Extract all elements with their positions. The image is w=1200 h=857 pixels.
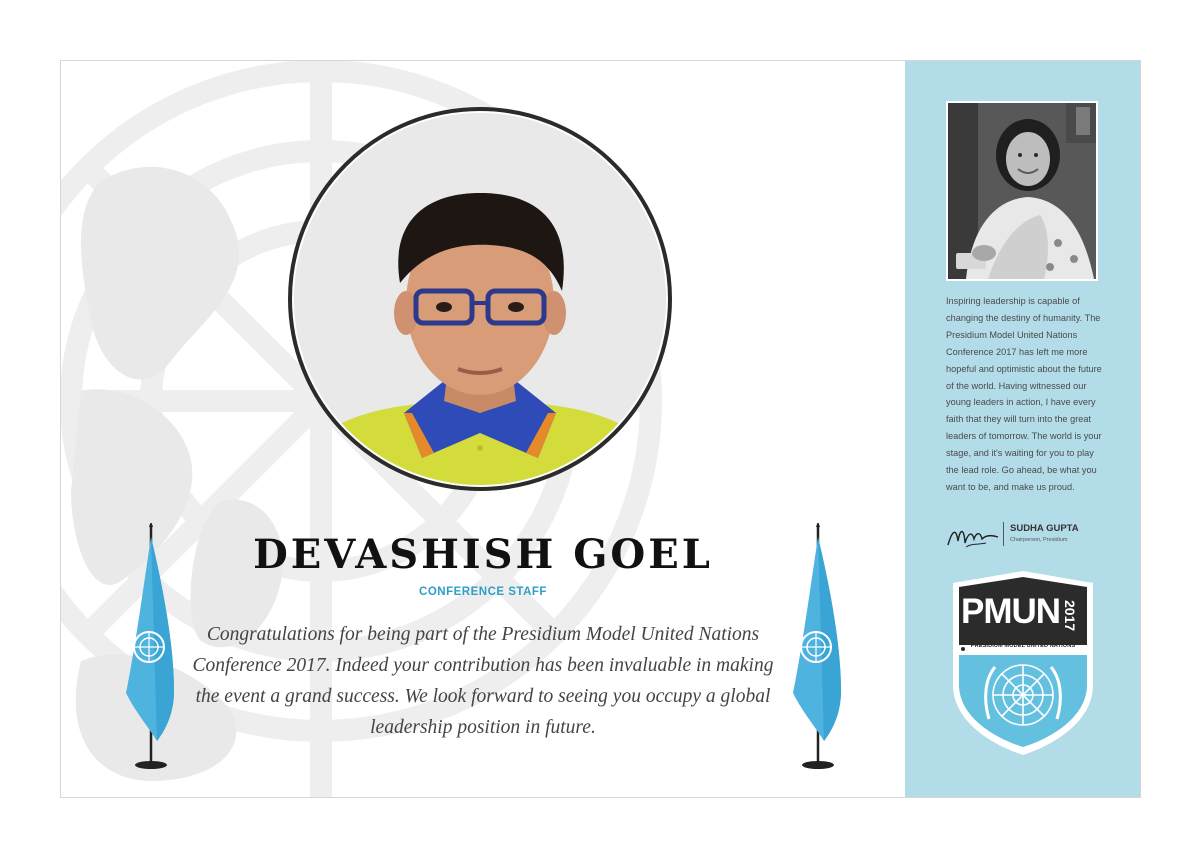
un-flag-left-icon — [116, 523, 186, 773]
chairperson-photo — [946, 101, 1098, 281]
recipient-photo — [294, 113, 666, 485]
certificate-main-panel — [61, 61, 905, 797]
chairperson-quote: Inspiring leadership is capable of changing the destiny of humanity. The Presidium Model United Nations Conference 2017 has left me more hopeful and optimistic about the future of the world. Having witnessed our young leaders in action, I have every faith that they will turn into the great leaders of tomorrow. The world is your stage, and it's waiting for you to play the lead role. Go ahead, be what you want to be, and make us proud. — [946, 296, 1102, 492]
chairperson-photo-illustration — [948, 103, 1096, 279]
pmun-wordmark: PMUN — [961, 592, 1061, 631]
un-flag-right-icon — [783, 523, 853, 773]
signatory-title: Chairperson, Presidium — [1010, 537, 1068, 543]
un-emblem-icon — [993, 665, 1053, 725]
congratulation-message: Congratulations for being part of the Presidium Model United Nations Conference 2017. Indeed your contribution has been invaluable in making the event a grand success. We look forward to seeing you occupy a global leadership position in future. — [192, 624, 774, 738]
signatory-name: SUDHA GUPTA — [1010, 523, 1079, 534]
signature-divider — [1003, 522, 1004, 546]
recipient-role: CONFERENCE STAFF — [419, 586, 547, 598]
pmun-tagline: PRESIDIUM MODEL UNITED NATIONS — [970, 643, 1076, 649]
chairperson-sidebar — [905, 61, 1140, 797]
recipient-photo-illustration — [294, 113, 666, 485]
pmun-year: 2017 — [1062, 600, 1078, 632]
signature-icon — [946, 521, 1001, 551]
certificate-card — [60, 60, 1141, 798]
recipient-name: DEVASHISH GOEL — [253, 531, 713, 578]
